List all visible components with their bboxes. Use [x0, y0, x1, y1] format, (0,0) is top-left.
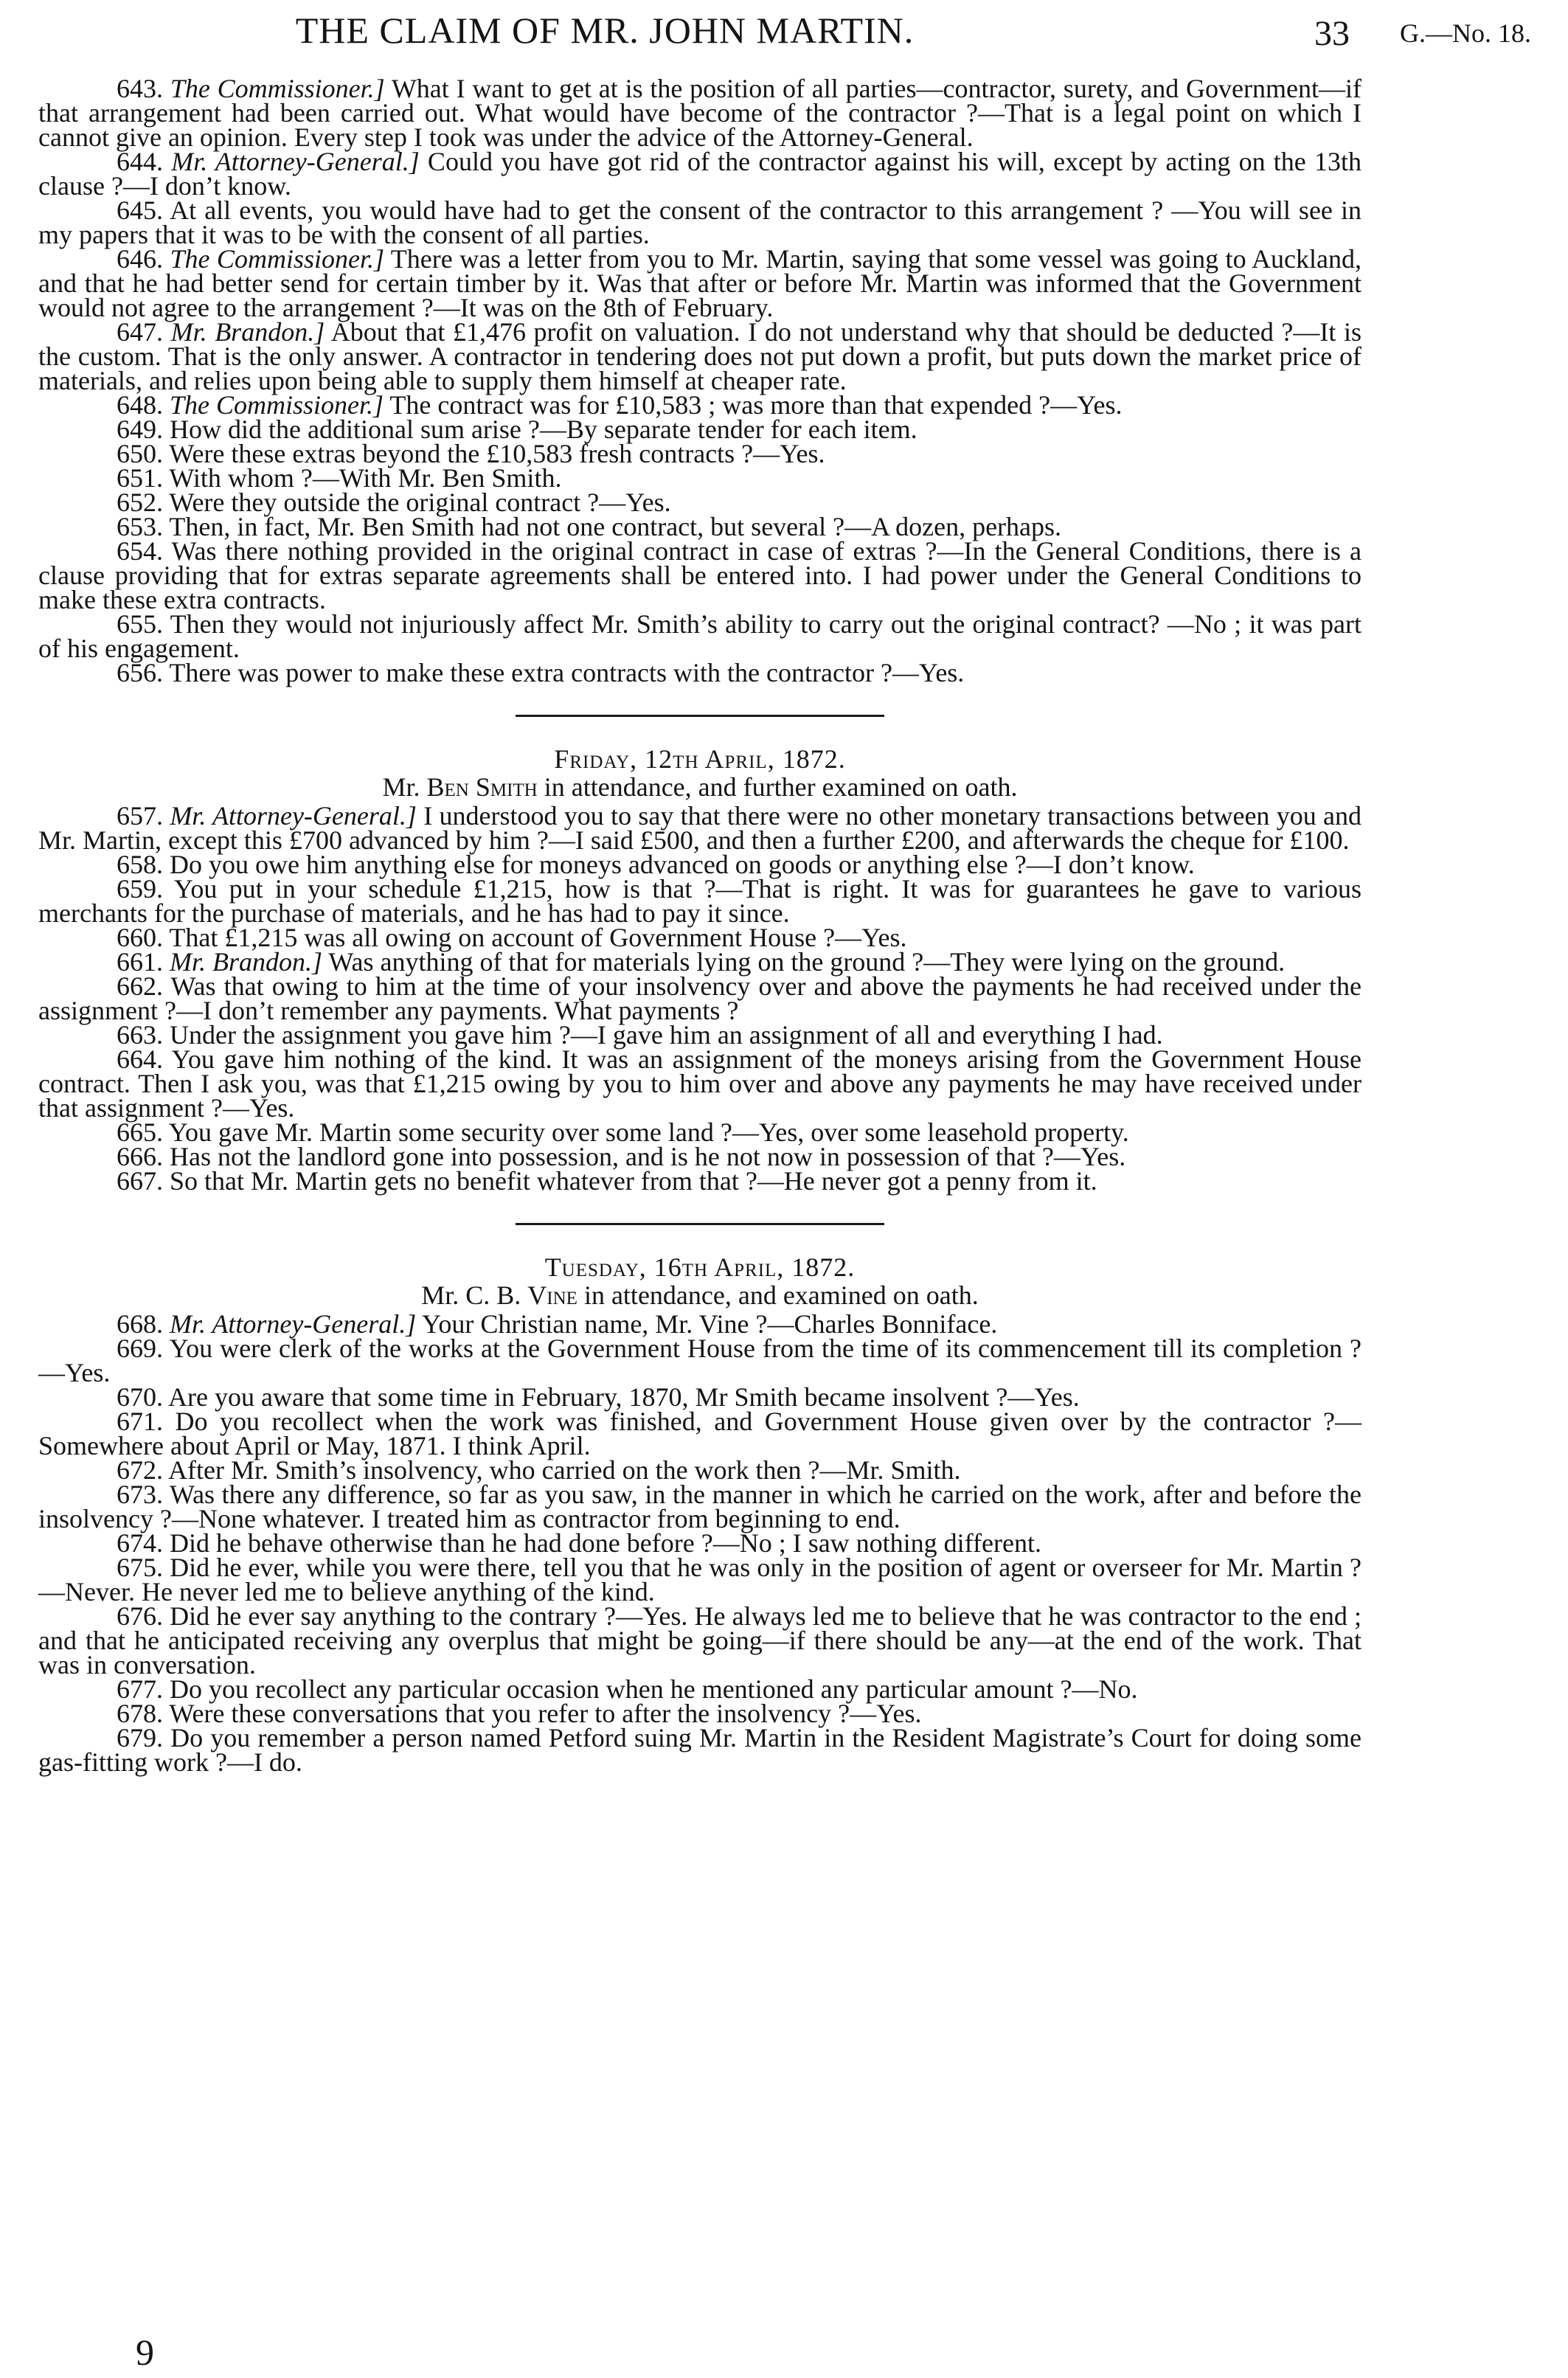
qa-entry: 665. You gave Mr. Martin some security over some land ?—Yes, over some leasehold property. — [117, 1117, 1129, 1147]
page-number: 33 — [1314, 14, 1350, 53]
section-divider — [516, 1223, 884, 1225]
section-1 — [38, 74, 1362, 687]
qa-entry: 677. Do you recollect any particular occasion when he mentioned any particular amount ?—No. — [117, 1674, 1138, 1704]
qa-entry: 660. That £1,215 was all owing on account of Government House ?—Yes. — [117, 923, 907, 952]
witness-line: Mr. C. B. Vine in attendance, and examined on oath. — [421, 1280, 979, 1310]
qa-entry: 674. Did he behave otherwise than he had done before ?—No ; I saw nothing different. — [117, 1528, 1041, 1558]
qa-entry: 669. You were clerk of the works at the Government House from the time of its commencement till its completion ?—Yes. — [38, 1334, 1361, 1387]
section-divider — [516, 715, 884, 717]
qa-entry: 652. Were they outside the original contract ?—Yes. — [117, 488, 671, 517]
qa-entry: 643. The Commissioner.] What I want to get at is the position of all parties—contractor, surety, and Government—if that arrangement had been carried out. What would have become of the contractor ?—That is a legal point on which I cannot give an opinion. Every step I took was under the advice of the Attorney-General. — [38, 74, 1361, 152]
qa-entry: 673. Was there any difference, so far as you saw, in the manner in which he carried on the work, after and before the insolvency ?—None whatever. I treated him as contractor from beginning to end. — [38, 1480, 1361, 1533]
qa-entry: 658. Do you owe him anything else for moneys advanced on goods or anything else ?—I don’t know. — [117, 850, 1195, 879]
document-body — [38, 74, 1362, 1777]
qa-entry: 676. Did he ever say anything to the contrary ?—Yes. He always led me to believe that he was contractor to the end ; and that he anticipated receiving any overplus that might be going—if there should be any—at the end of the work. That was in conversation. — [38, 1601, 1361, 1679]
witness-line: Mr. Ben Smith in attendance, and further examined on oath. — [382, 772, 1018, 802]
qa-entry: 644. Mr. Attorney-General.] Could you have got rid of the contractor against his will, except by acting on the 13th clause ?—I don’t know. — [38, 147, 1361, 201]
qa-entry: 661. Mr. Brandon.] Was anything of that for materials lying on the ground ?—They were lying on the ground. — [117, 947, 1286, 977]
qa-entry: 667. So that Mr. Martin gets no benefit whatever from that ?—He never got a penny from it. — [117, 1166, 1097, 1196]
qa-entry: 647. Mr. Brandon.] About that £1,476 profit on valuation. I do not understand why that should be deducted ?—It is the custom. That is the only answer. A contractor in tendering does not put down a profit, but puts down the market price of materials, and relies upon being able to supply them himself at cheaper rate. — [38, 317, 1361, 395]
qa-entry: 646. The Commissioner.] There was a letter from you to Mr. Martin, saying that some vessel was going to Auckland, and that he had better send for certain timber by it. Was that after or before Mr. Martin was informed that the Government would not agree to the arrangement ?—It was on the 8th of February. — [38, 244, 1362, 322]
qa-entry: 670. Are you aware that some time in February, 1870, Mr Smith became insolvent ?—Yes. — [117, 1382, 1080, 1412]
qa-entry: 662. Was that owing to him at the time of your insolvency over and above the payments he had received under the assignment ?—I don’t remember any payments. What payments ? — [38, 971, 1361, 1025]
qa-entry: 650. Were these extras beyond the £10,583 fresh contracts ?—Yes. — [117, 439, 825, 468]
session-date: Friday, 12th April, 1872. — [554, 744, 846, 774]
qa-entry: 666. Has not the landlord gone into possession, and is he not now in possession of that ?—Yes. — [117, 1142, 1126, 1171]
qa-entry: 679. Do you remember a person named Petford suing Mr. Martin in the Resident Magistrate’s Court for doing some gas-fitting work ?—I do. — [38, 1723, 1361, 1777]
qa-entry: 648. The Commissioner.] The contract was for £10,583 ; was more than that expended ?—Yes. — [117, 390, 1123, 420]
signature-mark: 9 — [136, 2332, 154, 2373]
session-date: Tuesday, 16th April, 1872. — [544, 1252, 856, 1282]
qa-entry: 664. You gave him nothing of the kind. It was an assignment of the moneys arising from the Government House contract. Then I ask you, was that £1,215 owing by you to him over and above any payments he may have received under that assignment ?—Yes. — [38, 1044, 1361, 1123]
qa-entry: 675. Did he ever, while you were there, tell you that he was only in the position of agent or overseer for Mr. Martin ?—Never. He never led me to believe anything of the kind. — [38, 1553, 1361, 1606]
qa-entry: 651. With whom ?—With Mr. Ben Smith. — [117, 463, 562, 493]
qa-entry: 655. Then they would not injuriously affect Mr. Smith’s ability to carry out the original contract? —No ; it was part of his engagement. — [38, 609, 1361, 663]
page-header-title: THE CLAIM OF MR. JOHN MARTIN. — [295, 10, 915, 51]
document-reference: G.—No. 18. — [1400, 18, 1531, 48]
qa-entry: 663. Under the assignment you gave him ?—I gave him an assignment of all and everything I had. — [117, 1020, 1163, 1050]
qa-entry: 657. Mr. Attorney-General.] I understood you to say that there were no other monetary transactions between you and Mr. Martin, except this £700 advanced by him ?—I said £500, and then a further £200, and afterwards the cheque for £100. — [38, 801, 1361, 855]
qa-entry: 672. After Mr. Smith’s insolvency, who carried on the work then ?—Mr. Smith. — [117, 1455, 961, 1485]
qa-entry: 656. There was power to make these extra contracts with the contractor ?—Yes. — [117, 658, 965, 687]
section-3 — [38, 1253, 1361, 1775]
qa-entry: 649. How did the additional sum arise ?—By separate tender for each item. — [117, 415, 917, 444]
qa-entry: 671. Do you recollect when the work was finished, and Government House given over by the contractor ?—Somewhere about April or May, 1871. I think April. — [38, 1407, 1361, 1460]
qa-entry: 654. Was there nothing provided in the original contract in case of extras ?—In the General Conditions, there is a clause providing that for extras separate agreements shall be entered into. I had power under the General Conditions to make these extra contracts. — [38, 536, 1361, 614]
qa-entry: 668. Mr. Attorney-General.] Your Christian name, Mr. Vine ?—Charles Bonniface. — [117, 1309, 998, 1339]
qa-entry: 678. Were these conversations that you refer to after the insolvency ?—Yes. — [117, 1699, 922, 1728]
qa-entry: 653. Then, in fact, Mr. Ben Smith had not one contract, but several ?—A dozen, perhaps. — [117, 512, 1062, 541]
qa-entry: 645. At all events, you would have had to get the consent of the contractor to this arrangement ? —You will see in my papers that it was to be with the consent of all parties. — [38, 195, 1361, 249]
section-2 — [38, 744, 1361, 1196]
qa-entry: 659. You put in your schedule £1,215, how is that ?—That is right. It was for guarantees he gave to various merchants for the purchase of materials, and he has had to pay it since. — [38, 874, 1361, 928]
